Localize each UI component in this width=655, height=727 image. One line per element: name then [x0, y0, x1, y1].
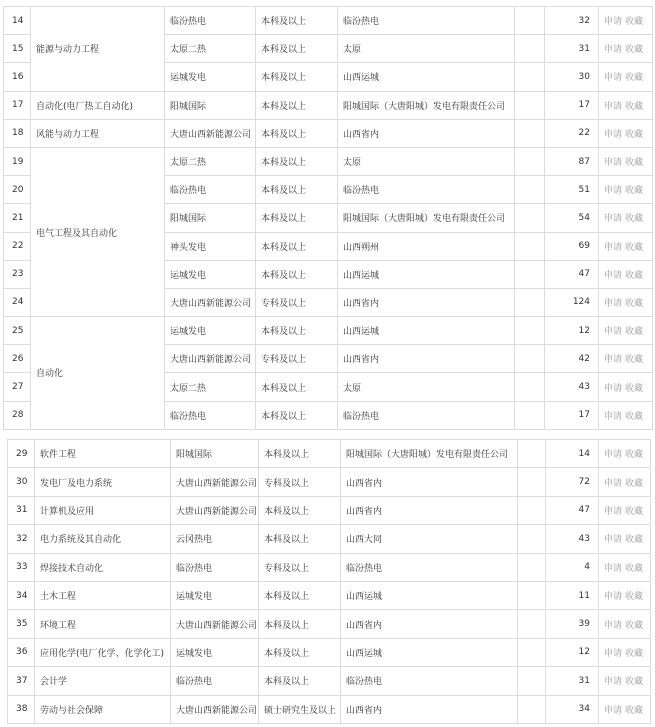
education-cell: 本科及以上	[256, 35, 338, 63]
location-cell: 阳城国际（大唐阳城）发电有限责任公司	[338, 91, 515, 119]
location-cell: 临汾热电	[338, 176, 515, 204]
education-cell: 本科及以上	[259, 610, 341, 638]
education-cell: 专科及以上	[256, 288, 338, 316]
location-cell: 山西大同	[341, 525, 518, 553]
location-cell: 临汾热电	[341, 553, 518, 581]
action-cell	[599, 373, 653, 401]
blank-cell	[518, 610, 546, 638]
location-cell: 山西运城	[341, 638, 518, 666]
favorite-link[interactable]: 收藏	[625, 478, 644, 489]
count-cell: 17	[545, 91, 599, 119]
count-cell: 4	[546, 553, 599, 581]
unit-cell: 运城发电	[171, 638, 259, 666]
location-cell: 太原	[338, 147, 515, 175]
row-number: 24	[4, 288, 31, 316]
blank-cell	[518, 695, 546, 723]
education-cell: 硕士研究生及以上	[259, 695, 341, 723]
apply-link[interactable]: 申请	[604, 129, 623, 140]
unit-cell: 大唐山西新能源公司	[171, 610, 259, 638]
unit-cell: 阳城国际	[171, 440, 259, 468]
action-cell	[599, 440, 651, 468]
location-cell: 山西运城	[338, 260, 515, 288]
unit-cell: 临汾热电	[165, 401, 256, 429]
count-cell: 47	[546, 496, 599, 524]
location-cell: 山西省内	[341, 695, 518, 723]
table-row	[4, 7, 653, 35]
major-cell: 能源与动力工程	[31, 7, 165, 92]
favorite-link[interactable]: 收藏	[625, 129, 644, 140]
unit-cell: 大唐山西新能源公司	[165, 288, 256, 316]
education-cell: 本科及以上	[256, 401, 338, 429]
blank-cell	[515, 317, 545, 345]
apply-link[interactable]: 申请	[604, 73, 623, 84]
location-cell: 山西省内	[338, 288, 515, 316]
table-row	[8, 638, 651, 666]
apply-link[interactable]: 申请	[604, 648, 623, 659]
count-cell: 12	[546, 638, 599, 666]
row-number: 30	[8, 468, 35, 496]
apply-link[interactable]: 申请	[604, 383, 623, 394]
apply-link[interactable]: 申请	[604, 214, 623, 225]
row-number: 14	[4, 7, 31, 35]
row-number: 32	[8, 525, 35, 553]
education-cell: 本科及以上	[256, 7, 338, 35]
education-cell: 本科及以上	[259, 440, 341, 468]
blank-cell	[515, 147, 545, 175]
table-row	[8, 610, 651, 638]
location-cell: 太原	[338, 35, 515, 63]
unit-cell: 大唐山西新能源公司	[171, 496, 259, 524]
blank-cell	[515, 204, 545, 232]
action-cell	[599, 553, 651, 581]
count-cell: 87	[545, 147, 599, 175]
blank-cell	[515, 35, 545, 63]
count-cell: 54	[545, 204, 599, 232]
count-cell: 32	[545, 7, 599, 35]
major-cell: 土木工程	[35, 581, 171, 609]
unit-cell: 大唐山西新能源公司	[165, 345, 256, 373]
favorite-link[interactable]: 收藏	[625, 592, 644, 603]
apply-link[interactable]: 申请	[604, 677, 623, 688]
apply-link[interactable]: 申请	[604, 242, 623, 253]
unit-cell: 大唐山西新能源公司	[171, 468, 259, 496]
action-cell	[599, 667, 651, 695]
blank-cell	[515, 232, 545, 260]
unit-cell: 太原二热	[165, 373, 256, 401]
action-cell	[599, 638, 651, 666]
unit-cell: 大唐山西新能源公司	[165, 119, 256, 147]
favorite-link[interactable]: 收藏	[625, 450, 644, 461]
major-cell: 软件工程	[35, 440, 171, 468]
row-number: 25	[4, 317, 31, 345]
count-cell: 124	[545, 288, 599, 316]
major-cell: 计算机及应用	[35, 496, 171, 524]
row-number: 26	[4, 345, 31, 373]
favorite-link[interactable]: 收藏	[625, 411, 644, 422]
row-number: 15	[4, 35, 31, 63]
row-number: 17	[4, 91, 31, 119]
table-row	[8, 695, 651, 723]
education-cell: 本科及以上	[259, 581, 341, 609]
education-cell: 专科及以上	[259, 553, 341, 581]
blank-cell	[515, 176, 545, 204]
apply-link[interactable]: 申请	[604, 158, 623, 169]
table-row	[8, 667, 651, 695]
major-cell: 电气工程及其自动化	[31, 147, 165, 316]
action-cell	[599, 288, 653, 316]
favorite-link[interactable]: 收藏	[625, 535, 644, 546]
apply-link[interactable]: 申请	[604, 450, 623, 461]
education-cell: 本科及以上	[256, 373, 338, 401]
location-cell: 临汾热电	[341, 667, 518, 695]
count-cell: 39	[546, 610, 599, 638]
table-row	[4, 147, 653, 175]
blank-cell	[515, 345, 545, 373]
major-cell: 焊接技术自动化	[35, 553, 171, 581]
row-number: 23	[4, 260, 31, 288]
action-cell	[599, 63, 653, 91]
action-cell	[599, 317, 653, 345]
blank-cell	[518, 581, 546, 609]
major-cell: 自动化	[31, 317, 165, 430]
row-number: 36	[8, 638, 35, 666]
education-cell: 本科及以上	[256, 147, 338, 175]
apply-link[interactable]: 申请	[604, 478, 623, 489]
row-number: 20	[4, 176, 31, 204]
blank-cell	[515, 401, 545, 429]
table-row	[8, 496, 651, 524]
row-number: 31	[8, 496, 35, 524]
count-cell: 42	[545, 345, 599, 373]
count-cell: 43	[545, 373, 599, 401]
apply-link[interactable]: 申请	[604, 270, 623, 281]
count-cell: 34	[546, 695, 599, 723]
location-cell: 山西省内	[338, 119, 515, 147]
unit-cell: 临汾热电	[165, 176, 256, 204]
action-cell	[599, 204, 653, 232]
location-cell: 阳城国际（大唐阳城）发电有限责任公司	[338, 204, 515, 232]
count-cell: 43	[546, 525, 599, 553]
action-cell	[599, 345, 653, 373]
count-cell: 22	[545, 119, 599, 147]
action-cell	[599, 581, 651, 609]
unit-cell: 运城发电	[165, 317, 256, 345]
action-cell	[599, 525, 651, 553]
row-number: 16	[4, 63, 31, 91]
favorite-link[interactable]: 收藏	[625, 383, 644, 394]
jobs-table-top	[3, 6, 653, 430]
blank-cell	[515, 373, 545, 401]
favorite-link[interactable]: 收藏	[625, 355, 644, 366]
unit-cell: 太原二热	[165, 35, 256, 63]
major-cell: 会计学	[35, 667, 171, 695]
table-row	[8, 525, 651, 553]
location-cell: 山西运城	[341, 581, 518, 609]
education-cell: 本科及以上	[259, 638, 341, 666]
table-row	[8, 440, 651, 468]
count-cell: 69	[545, 232, 599, 260]
row-number: 33	[8, 553, 35, 581]
major-cell: 发电厂及电力系统	[35, 468, 171, 496]
apply-link[interactable]: 申请	[604, 298, 623, 309]
location-cell: 山西朔州	[338, 232, 515, 260]
blank-cell	[515, 91, 545, 119]
blank-cell	[518, 525, 546, 553]
row-number: 19	[4, 147, 31, 175]
action-cell	[599, 468, 651, 496]
count-cell: 17	[545, 401, 599, 429]
apply-link[interactable]: 申请	[604, 506, 623, 517]
row-number: 35	[8, 610, 35, 638]
action-cell	[599, 610, 651, 638]
unit-cell: 临汾热电	[165, 7, 256, 35]
count-cell: 31	[545, 35, 599, 63]
row-number: 38	[8, 695, 35, 723]
action-cell	[599, 260, 653, 288]
education-cell: 本科及以上	[256, 91, 338, 119]
favorite-link[interactable]: 收藏	[625, 506, 644, 517]
location-cell: 山西省内	[338, 345, 515, 373]
row-number: 29	[8, 440, 35, 468]
favorite-link[interactable]: 收藏	[625, 620, 644, 631]
apply-link[interactable]: 申请	[604, 705, 623, 716]
major-cell: 劳动与社会保障	[35, 695, 171, 723]
education-cell: 本科及以上	[256, 232, 338, 260]
blank-cell	[518, 468, 546, 496]
count-cell: 14	[546, 440, 599, 468]
action-cell	[599, 496, 651, 524]
favorite-link[interactable]: 收藏	[625, 73, 644, 84]
action-cell	[599, 35, 653, 63]
unit-cell: 太原二热	[165, 147, 256, 175]
unit-cell: 云冈热电	[171, 525, 259, 553]
count-cell: 47	[545, 260, 599, 288]
education-cell: 本科及以上	[256, 317, 338, 345]
favorite-link[interactable]: 收藏	[625, 45, 644, 56]
unit-cell: 阳城国际	[165, 91, 256, 119]
apply-link[interactable]: 申请	[604, 355, 623, 366]
major-cell: 风能与动力工程	[31, 119, 165, 147]
blank-cell	[515, 260, 545, 288]
education-cell: 专科及以上	[256, 345, 338, 373]
apply-link[interactable]: 申请	[604, 327, 623, 338]
count-cell: 31	[546, 667, 599, 695]
apply-link[interactable]: 申请	[604, 620, 623, 631]
row-number: 28	[4, 401, 31, 429]
blank-cell	[518, 496, 546, 524]
education-cell: 本科及以上	[256, 119, 338, 147]
major-cell: 应用化学(电厂化学、化学化工)	[35, 638, 171, 666]
action-cell	[599, 119, 653, 147]
action-cell	[599, 232, 653, 260]
action-cell	[599, 401, 653, 429]
major-cell: 电力系统及其自动化	[35, 525, 171, 553]
location-cell: 山西省内	[341, 468, 518, 496]
favorite-link[interactable]: 收藏	[625, 101, 644, 112]
favorite-link[interactable]: 收藏	[625, 563, 644, 574]
location-cell: 山西省内	[341, 610, 518, 638]
favorite-link[interactable]: 收藏	[625, 677, 644, 688]
action-cell	[599, 7, 653, 35]
table-row	[4, 91, 653, 119]
blank-cell	[518, 440, 546, 468]
apply-link[interactable]: 申请	[604, 592, 623, 603]
apply-link[interactable]: 申请	[604, 186, 623, 197]
unit-cell: 临汾热电	[171, 667, 259, 695]
education-cell: 本科及以上	[256, 260, 338, 288]
blank-cell	[515, 119, 545, 147]
favorite-link[interactable]: 收藏	[625, 158, 644, 169]
location-cell: 临汾热电	[338, 401, 515, 429]
table-row	[8, 468, 651, 496]
education-cell: 本科及以上	[259, 525, 341, 553]
education-cell: 本科及以上	[256, 176, 338, 204]
blank-cell	[518, 553, 546, 581]
unit-cell: 大唐山西新能源公司	[171, 695, 259, 723]
apply-link[interactable]: 申请	[604, 411, 623, 422]
education-cell: 专科及以上	[259, 468, 341, 496]
unit-cell: 临汾热电	[171, 553, 259, 581]
unit-cell: 神头发电	[165, 232, 256, 260]
favorite-link[interactable]: 收藏	[625, 648, 644, 659]
apply-link[interactable]: 申请	[604, 563, 623, 574]
count-cell: 30	[545, 63, 599, 91]
count-cell: 11	[546, 581, 599, 609]
education-cell: 本科及以上	[259, 667, 341, 695]
favorite-link[interactable]: 收藏	[625, 270, 644, 281]
favorite-link[interactable]: 收藏	[625, 242, 644, 253]
action-cell	[599, 695, 651, 723]
action-cell	[599, 147, 653, 175]
apply-link[interactable]: 申请	[604, 101, 623, 112]
table-row	[4, 119, 653, 147]
favorite-link[interactable]: 收藏	[625, 186, 644, 197]
row-number: 34	[8, 581, 35, 609]
unit-cell: 阳城国际	[165, 204, 256, 232]
education-cell: 本科及以上	[259, 496, 341, 524]
apply-link[interactable]: 申请	[604, 535, 623, 546]
unit-cell: 运城发电	[165, 63, 256, 91]
blank-cell	[518, 638, 546, 666]
count-cell: 12	[545, 317, 599, 345]
location-cell: 阳城国际（大唐阳城）发电有限责任公司	[341, 440, 518, 468]
count-cell: 51	[545, 176, 599, 204]
action-cell	[599, 176, 653, 204]
location-cell: 临汾热电	[338, 7, 515, 35]
favorite-link[interactable]: 收藏	[625, 298, 644, 309]
unit-cell: 运城发电	[171, 581, 259, 609]
location-cell: 山西省内	[341, 496, 518, 524]
apply-link[interactable]: 申请	[604, 17, 623, 28]
apply-link[interactable]: 申请	[604, 45, 623, 56]
favorite-link[interactable]: 收藏	[625, 705, 644, 716]
location-cell: 山西运城	[338, 63, 515, 91]
row-number: 22	[4, 232, 31, 260]
table-row	[8, 581, 651, 609]
location-cell: 太原	[338, 373, 515, 401]
blank-cell	[515, 63, 545, 91]
favorite-link[interactable]: 收藏	[625, 214, 644, 225]
row-number: 18	[4, 119, 31, 147]
count-cell: 72	[546, 468, 599, 496]
row-number: 21	[4, 204, 31, 232]
action-cell	[599, 91, 653, 119]
unit-cell: 运城发电	[165, 260, 256, 288]
row-number: 27	[4, 373, 31, 401]
blank-cell	[515, 288, 545, 316]
blank-cell	[518, 667, 546, 695]
major-cell: 环境工程	[35, 610, 171, 638]
table-row	[4, 317, 653, 345]
favorite-link[interactable]: 收藏	[625, 327, 644, 338]
education-cell: 本科及以上	[256, 63, 338, 91]
row-number: 37	[8, 667, 35, 695]
blank-cell	[515, 7, 545, 35]
favorite-link[interactable]: 收藏	[625, 17, 644, 28]
location-cell: 山西运城	[338, 317, 515, 345]
table-row	[8, 553, 651, 581]
education-cell: 本科及以上	[256, 204, 338, 232]
major-cell: 自动化(电厂热工自动化)	[31, 91, 165, 119]
jobs-table-bottom	[7, 439, 651, 724]
